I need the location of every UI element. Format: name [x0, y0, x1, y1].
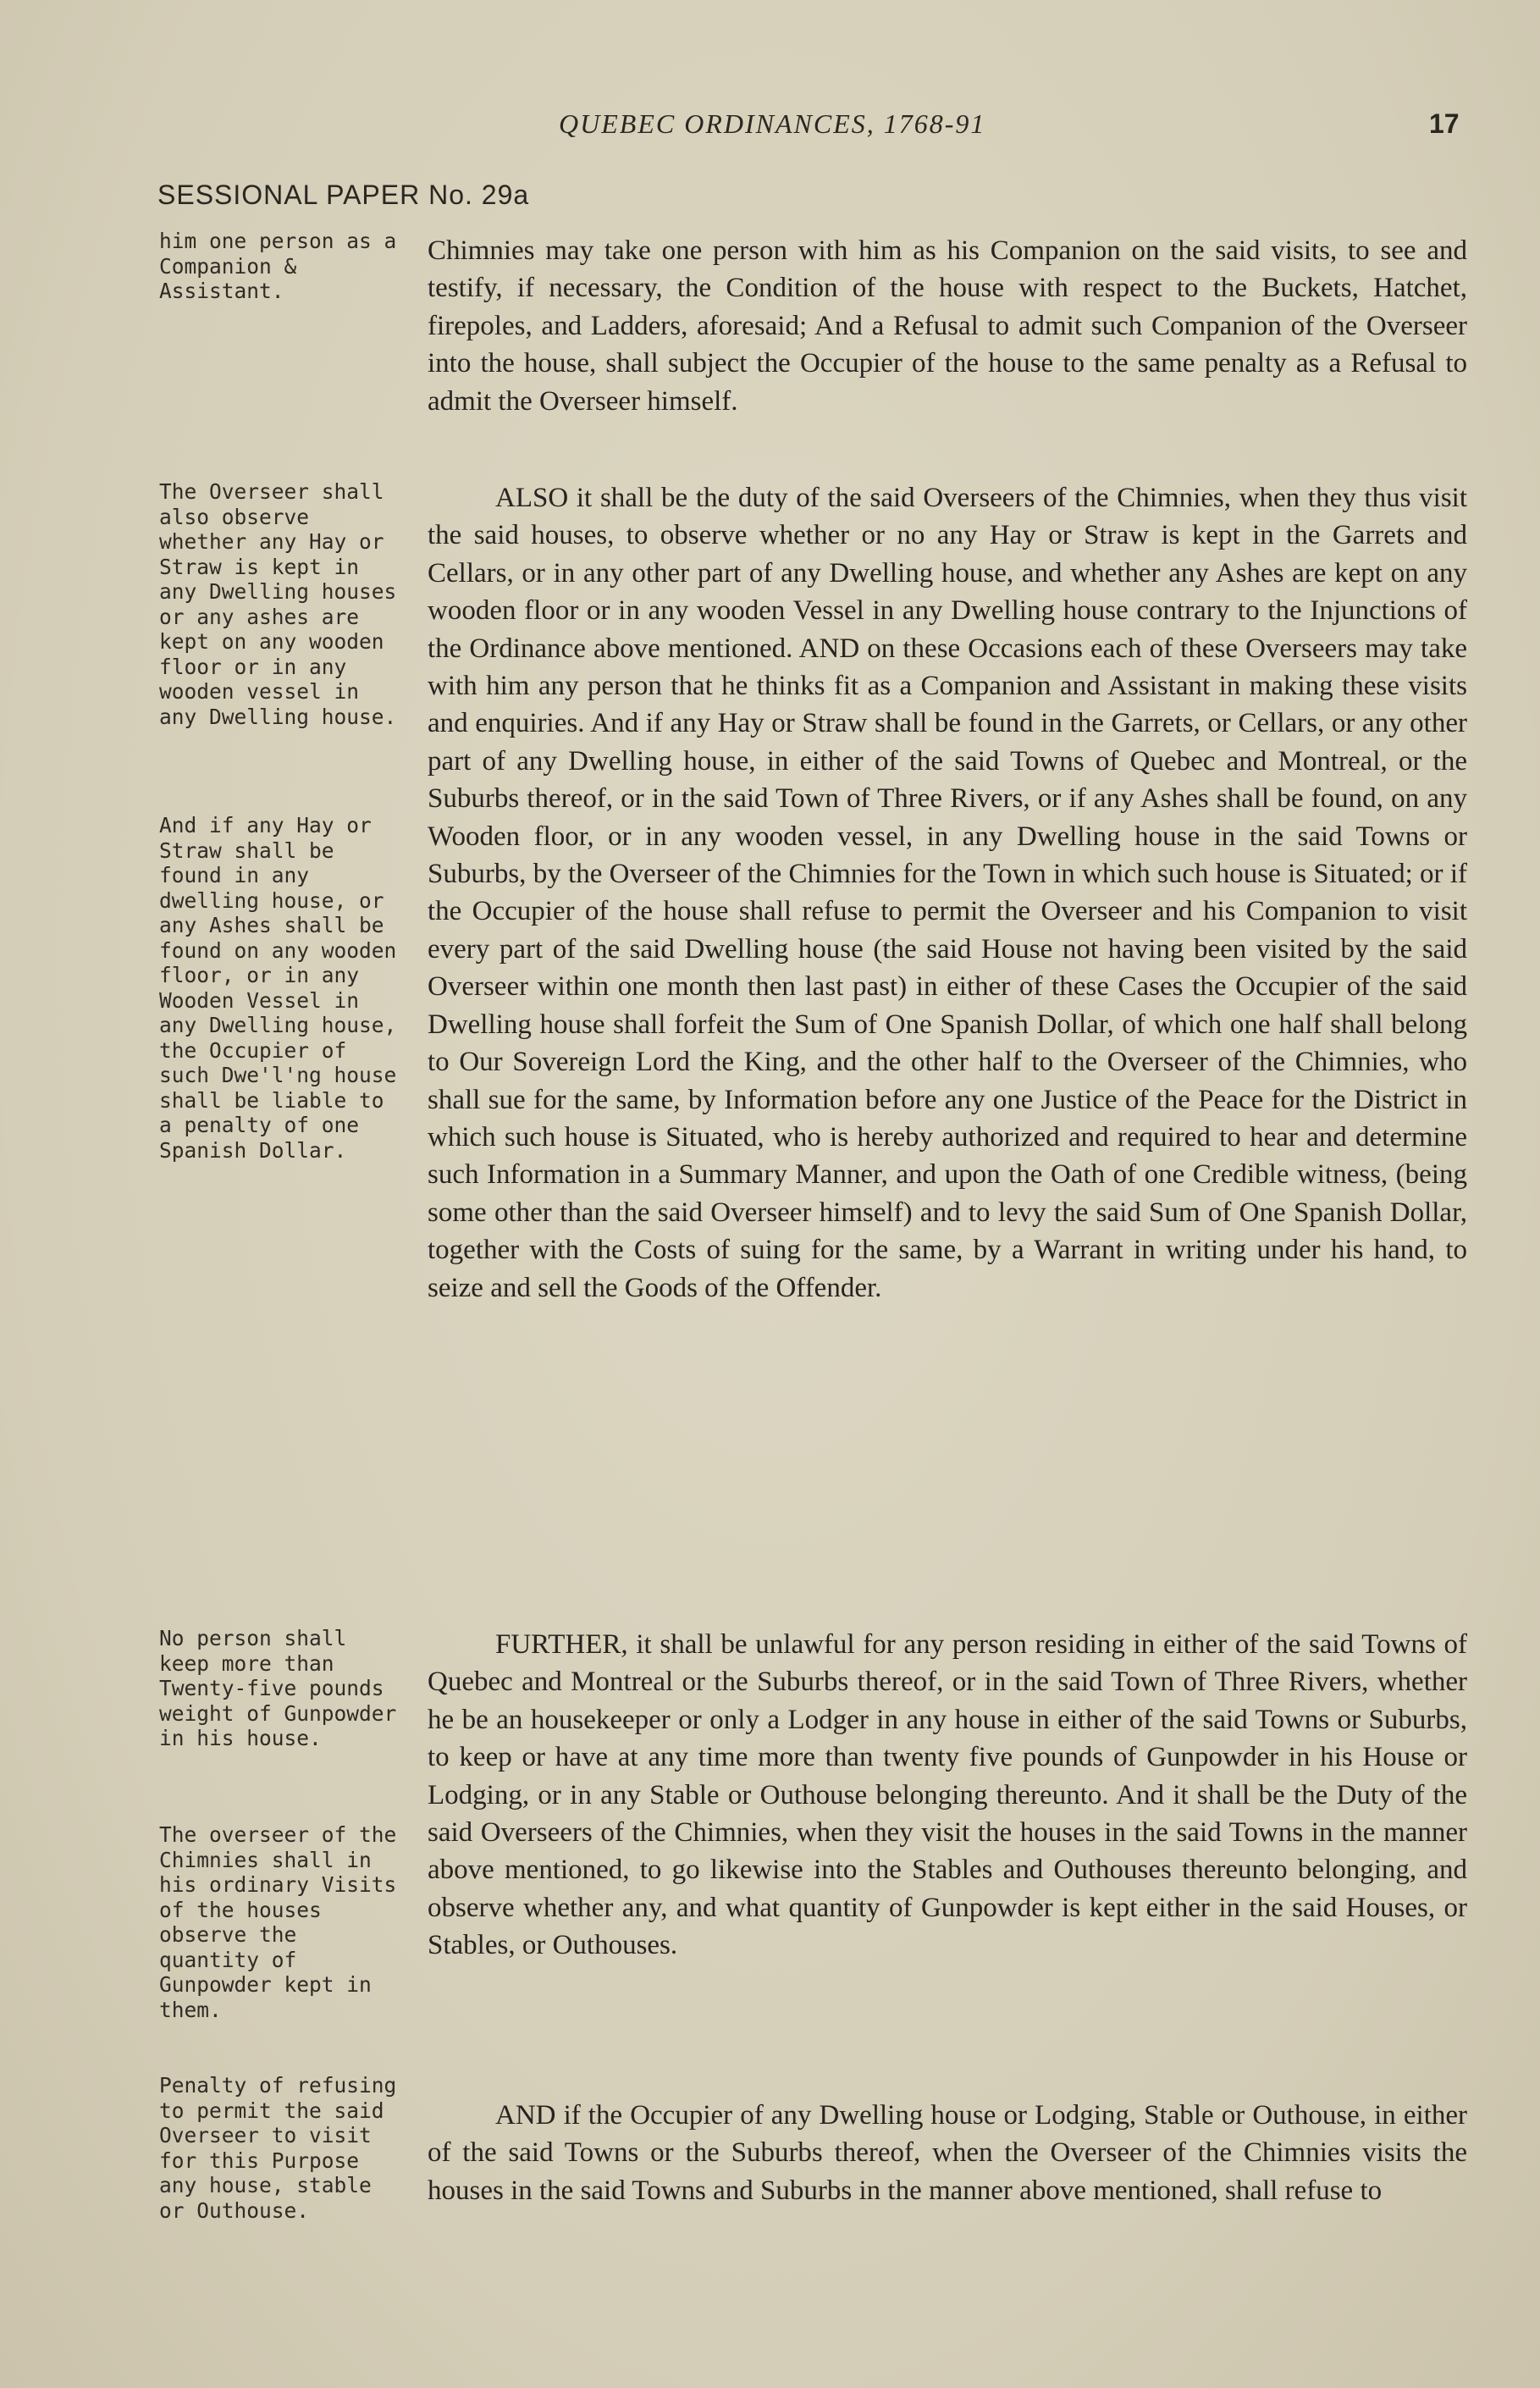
margin-note-gunpowder-limit: No person shall keep more than Twenty-five pounds weight of Gunpowder in his house.: [159, 1626, 397, 1750]
paragraph-also: ALSO it shall be the duty of the said Overseers of the Chimnies, when they thus visit the said houses, to observe whether or no any Hay or Straw is kept in the Garrets and Cellars, or in any other part of any Dwelling house, and whether any Ashes are kept on any wooden floor or in any wooden Vessel in any Dwelling house contrary to the Injunctions of the Ordinance above mentioned. AND on these Occasions each of these Overseers may take with him any person that he thinks fit as a Companion and Assistant in making these visits and enquiries. And if any Hay or Straw shall be found in the Garrets, or Cellars, or any other part of any Dwelling house, in either of the said Towns of Quebec and Montreal, or the Suburbs thereof, or in the said Town of Three Rivers, or if any Ashes shall be found, on any Wooden floor, or in any wooden vessel, in any Dwelling house in the said Towns or Suburbs, by the Overseer of the Chimnies for the Town in which such house is Situated; or if the Occupier of the house shall refuse to permit the Overseer and his Companion to visit every part of the said Dwelling house (the said House not having been visited by the said Overseer within one month then last past) in either of these Cases the Occupier of the said Dwelling house shall forfeit the Sum of One Spanish Dollar, of which one half shall belong to Our Sovereign Lord the King, and the other half to the Overseer of the Chimnies, who shall sue for the same, by Information before any one Justice of the Peace for the District in which such house is Situated, who is hereby authorized and required to hear and determine such Information in a Summary Manner, and upon the Oath of one Credible witness, (being some other than the said Overseer himself) and to levy the said Sum of One Spanish Dollar, together with the Costs of suing for the same, by a Warrant in writing under his hand, to seize and sell the Goods of the Offender.: [428, 483, 1467, 1303]
paragraph-and-if: AND if the Occupier of any Dwelling house or Lodging, Stable or Outhouse, in either of the said Towns or the Suburbs thereof, when the Overseer of the Chimnies visits the houses in the said Towns and Suburbs in the manner above mentioned, shall refuse to: [428, 2100, 1467, 2206]
paragraph-further: FURTHER, it shall be unlawful for any person residing in either of the said Towns of Quebec and Montreal or the Suburbs thereof, or in the said Town of Three Rivers, whether he be an housekeeper or only a Lodger in any house in either of the said Towns or Suburbs, to keep or have at any time more than twenty five pounds of Gunpowder in his House or Lodging, or in any Stable or Outhouse belonging thereunto. And it shall be the Duty of the said Overseers of the Chimnies, when they visit the houses in the said Towns in the manner above mentioned, to go likewise into the Stables and Outhouses thereunto belonging, and observe whether any, and what quantity of Gunpowder is kept either in the said Houses, or Stables, or Outhouses.: [428, 1629, 1467, 1961]
sessional-paper-label: SESSIONAL PAPER No. 29a: [157, 180, 530, 210]
running-head: [0, 108, 1540, 151]
margin-note-refusal-penalty: Penalty of refusing to permit the said Overseer to visit for this Purpose any house, stable or Outhouse.: [159, 2073, 397, 2223]
margin-note-gunpowder-visits: The overseer of the Chimnies shall in his ordinary Visits of the houses observe the quantity of Gunpowder kept in them.: [159, 1822, 397, 2022]
paragraph-companion: Chimnies may take one person with him as his Companion on the said visits, to see and testify, if necessary, the Condition of the house with respect to the Buckets, Hatchet, firepoles, and Ladders, aforesaid; And a Refusal to admit such Companion of the Overseer into the house, shall subject the Occupier of the house to the same penalty as a Refusal to admit the Overseer himself.: [428, 235, 1467, 417]
running-title: QUEBEC ORDINANCES, 1768-91: [559, 108, 986, 139]
margin-note-penalty-dollar: And if any Hay or Straw shall be found in any dwelling house, or any Ashes shall be found on any wooden floor, or in any Wooden Vessel in any Dwelling house, the Occupier of such Dwe'l'ng house shall be liable to a penalty of one Spanish Dollar.: [159, 813, 397, 1163]
page-number: 17: [1429, 108, 1460, 139]
margin-note-companion: him one person as a Companion & Assistant.: [159, 229, 397, 303]
margin-note-hay-straw: The Overseer shall also observe whether any Hay or Straw is kept in any Dwelling houses or any ashes are kept on any wooden floor or in any wooden vessel in any Dwelling house.: [159, 479, 397, 729]
